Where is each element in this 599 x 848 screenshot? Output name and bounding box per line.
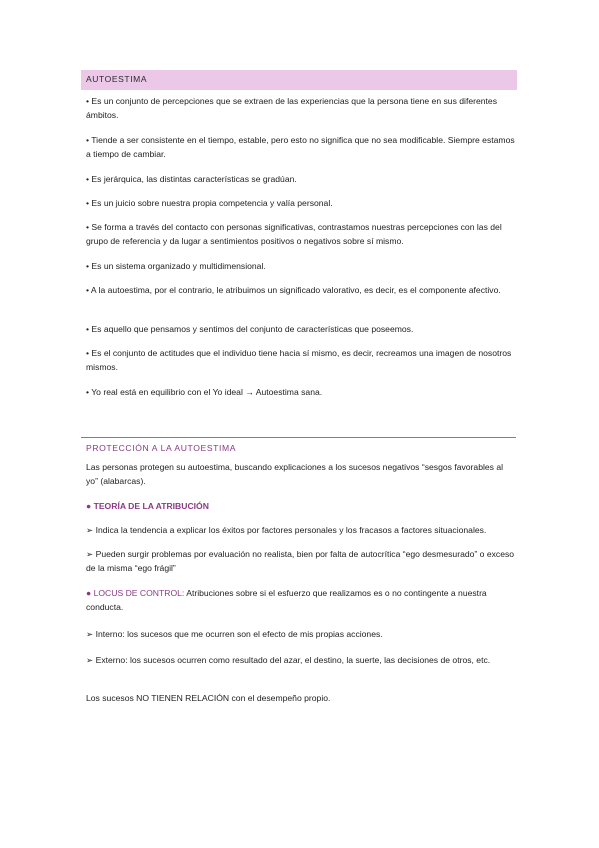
locus-item-interno: ➢ Interno: los sucesos que me ocurren son el efecto de mis propias acciones. bbox=[86, 629, 383, 639]
section-title: AUTOESTIMA bbox=[86, 74, 148, 84]
attribution-heading: ● TEORÍA DE LA ATRIBUCIÓN bbox=[86, 501, 209, 511]
bullet-8: • Es aquello que pensamos y sentimos del conjunto de características que poseemos. bbox=[86, 324, 414, 334]
bullet-7: • A la autoestima, por el contrario, le atribuimos un significado valorativo, es decir, es el componente afectivo. bbox=[86, 285, 501, 295]
locus-paragraph bbox=[86, 587, 516, 614]
locus-item-externo: ➢ Externo: los sucesos ocurren como resultado del azar, el destino, la suerte, las decisiones de otros, etc. bbox=[86, 655, 491, 665]
intro-paragraph: Las personas protegen su autoestima, buscando explicaciones a los sucesos negativos “sesgos favorables al yo” (alabarcas). bbox=[86, 462, 504, 486]
bullet-5: • Se forma a través del contacto con personas significativas, contrastamos nuestras percepciones con las del grupo de referencia y da lugar a sentimientos positivos o negativos sobre sí mismo. bbox=[86, 222, 502, 246]
bullet-4: • Es un juicio sobre nuestra propia competencia y valía personal. bbox=[86, 198, 333, 208]
attribution-item-2: ➢ Pueden surgir problemas por evaluación no realista, bien por falta de autocrítica “ego desmesurado” o exceso de la misma “ego frágil” bbox=[86, 549, 515, 573]
locus-heading: ● LOCUS DE CONTROL: bbox=[86, 588, 185, 598]
bullet-9: • Es el conjunto de actitudes que el individuo tiene hacia sí mismo, es decir, recreamos una imagen de nosotros mismos. bbox=[86, 348, 512, 372]
section-title-proteccion: PROTECCIÓN A LA AUTOESTIMA bbox=[86, 443, 237, 453]
bullet-2: • Tiende a ser consistente en el tiempo, estable, pero esto no significa que no sea modificable. Siempre estamos a tiempo de cambiar. bbox=[86, 135, 515, 159]
bullet-3: • Es jerárquica, las distintas características se gradúan. bbox=[86, 174, 297, 184]
bullet-1: • Es un conjunto de percepciones que se extraen de las experiencias que la persona tiene en sus diferentes ámbitos. bbox=[86, 96, 498, 120]
closing-line: Los sucesos NO TIENEN RELACIÓN con el desempeño propio. bbox=[86, 693, 331, 703]
bullet-6: • Es un sistema organizado y multidimensional. bbox=[86, 261, 266, 271]
locus-text: Atribuciones sobre si el esfuerzo que realizamos es o no contingente a nuestra conducta. bbox=[86, 588, 487, 612]
bullet-10: • Yo real está en equilibrio con el Yo ideal → Autoestima sana. bbox=[86, 387, 323, 397]
attribution-item-1: ➢ Indica la tendencia a explicar los éxitos por factores personales y los fracasos a factores situacionales. bbox=[86, 525, 487, 535]
section-header-autoestima bbox=[81, 70, 517, 90]
section-divider bbox=[81, 437, 516, 438]
